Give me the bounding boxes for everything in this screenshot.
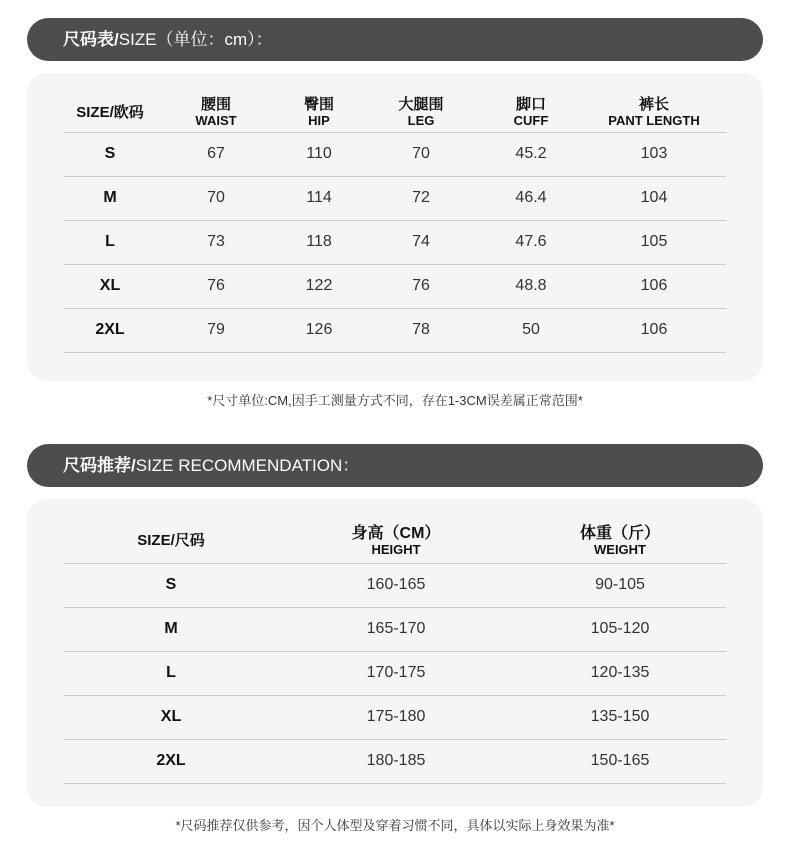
table-row (64, 739, 726, 783)
cell-pant-length: 103 (582, 132, 726, 176)
cell-weight: 90-105 (514, 563, 726, 607)
cell-leg: 76 (362, 264, 480, 308)
cell-waist: 79 (156, 308, 276, 352)
cell-pant-length: 104 (582, 176, 726, 220)
cell-size: L (64, 651, 278, 695)
cell-size: XL (64, 695, 278, 739)
cell-size: 2XL (64, 739, 278, 783)
header-cuff: 脚口 CUFF (480, 93, 582, 132)
cell-size: 2XL (64, 308, 156, 352)
cell-height: 165-170 (278, 607, 514, 651)
header-hip: 臀围 HIP (276, 93, 362, 132)
cell-hip: 118 (276, 220, 362, 264)
cell-hip: 122 (276, 264, 362, 308)
cell-height: 180-185 (278, 739, 514, 783)
table-row (64, 220, 726, 264)
cell-waist: 76 (156, 264, 276, 308)
cell-hip: 110 (276, 132, 362, 176)
cell-cuff: 48.8 (480, 264, 582, 308)
recommendation-title: 尺码推荐/ (63, 456, 136, 475)
cell-pant-length: 105 (582, 220, 726, 264)
cell-weight: 105-120 (514, 607, 726, 651)
table-row (64, 695, 726, 739)
cell-leg: 72 (362, 176, 480, 220)
cell-weight: 135-150 (514, 695, 726, 739)
header-leg: 大腿围 LEG (362, 93, 480, 132)
table-row (64, 607, 726, 651)
cell-waist: 73 (156, 220, 276, 264)
table-row (64, 308, 726, 352)
recommendation-note: *尺码推荐仅供参考，因个人体型及穿着习惯不同，具体以实际上身效果为准* (175, 818, 615, 833)
cell-hip: 126 (276, 308, 362, 352)
cell-height: 175-180 (278, 695, 514, 739)
header-weight: 体重（斤） WEIGHT (514, 519, 726, 563)
header-height: 身高（CM） HEIGHT (278, 519, 514, 563)
table-row (64, 651, 726, 695)
cell-hip: 114 (276, 176, 362, 220)
table-row (64, 563, 726, 607)
cell-waist: 67 (156, 132, 276, 176)
cell-height: 170-175 (278, 651, 514, 695)
table-row (64, 264, 726, 308)
size-chart-note: *尺寸单位:CM,因手工测量方式不同，存在1-3CM误差属正常范围* (207, 393, 583, 408)
size-chart-banner (27, 18, 763, 61)
header-size: SIZE/欧码 (64, 93, 156, 132)
cell-size: M (64, 176, 156, 220)
cell-waist: 70 (156, 176, 276, 220)
cell-size: S (64, 132, 156, 176)
cell-size: L (64, 220, 156, 264)
header-waist: 腰围 WAIST (156, 93, 276, 132)
recommendation-subtitle: SIZE RECOMMENDATION： (135, 456, 360, 475)
cell-pant-length: 106 (582, 264, 726, 308)
cell-cuff: 47.6 (480, 220, 582, 264)
table-row (64, 176, 726, 220)
size-chart-subtitle: SIZE（单位：cm）： (118, 30, 273, 49)
cell-size: S (64, 563, 278, 607)
cell-cuff: 50 (480, 308, 582, 352)
size-chart-title: 尺码表/ (63, 30, 119, 49)
cell-pant-length: 106 (582, 308, 726, 352)
cell-cuff: 46.4 (480, 176, 582, 220)
cell-leg: 70 (362, 132, 480, 176)
recommendation-card (27, 499, 763, 807)
cell-size: XL (64, 264, 156, 308)
cell-cuff: 45.2 (480, 132, 582, 176)
cell-size: M (64, 607, 278, 651)
size-chart-card (27, 73, 763, 381)
header-pant-length: 裤长 PANT LENGTH (582, 93, 726, 132)
size-chart-header-row (64, 93, 726, 132)
recommendation-banner (27, 444, 763, 487)
cell-weight: 120-135 (514, 651, 726, 695)
recommendation-header-row (64, 519, 726, 563)
header-size: SIZE/尺码 (64, 519, 278, 563)
recommendation-table (64, 519, 726, 784)
cell-leg: 74 (362, 220, 480, 264)
cell-weight: 150-165 (514, 739, 726, 783)
cell-leg: 78 (362, 308, 480, 352)
table-row (64, 132, 726, 176)
cell-height: 160-165 (278, 563, 514, 607)
size-chart-table (64, 93, 726, 353)
